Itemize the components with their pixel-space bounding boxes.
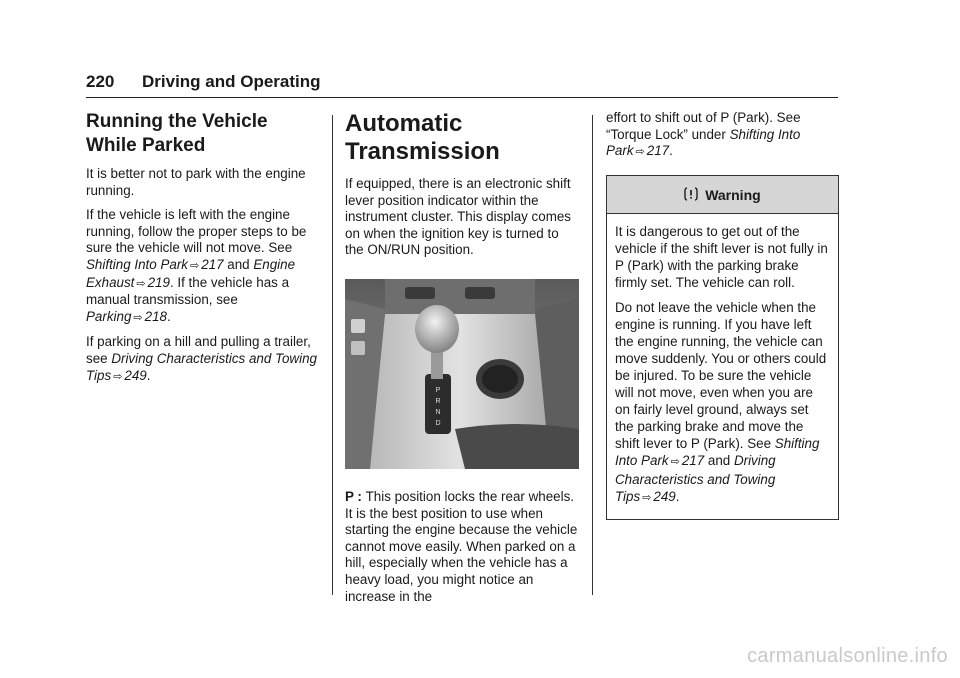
reference-arrow-icon: ⇨ [635,146,645,159]
shift-lever-illustration [345,279,579,469]
cross-reference-link[interactable]: Shifting Into Park [615,435,820,468]
cross-reference-link[interactable]: Parking [86,308,132,324]
reference-arrow-icon: ⇨ [133,311,143,324]
svg-text:D: D [435,419,441,427]
paragraph: Do not leave the vehicle when the engine is running. If you have left the engine running, the vehicle can move suddenly. You or others could be injured. To be sure the vehicle will not move, even when you are on fairly level ground, always set the parking brake and move the shift lever to P (Park). See Shifting Into Park ⇨ 217 and Driving Characteristics and Towing Tips ⇨ 249. [615,299,827,504]
reference-arrow-icon: ⇨ [670,455,680,468]
page-reference[interactable]: 217 [681,452,705,468]
cross-reference-link[interactable]: Shifting Into Park [606,126,801,159]
page-reference[interactable]: 218 [144,308,167,324]
gear-position-label: P : [345,488,366,504]
paragraph: effort to shift out of P (Park). See “Torque Lock” under Shifting Into Park ⇨ 217. [606,110,801,159]
column-1 [86,110,322,393]
warning-icon [684,186,698,202]
reference-arrow-icon: ⇨ [189,259,200,272]
section-heading: Running the Vehicle While Parked [86,111,268,156]
paragraph: If equipped, there is an electronic shift lever position indicator within the instrument cluster. This display comes on when the ignition key is turned to the ON/RUN position. [345,176,571,258]
svg-text:P: P [435,386,441,394]
section-heading: Automatic Transmission [345,110,500,165]
svg-text:N: N [435,408,441,416]
page-reference[interactable]: 249 [653,488,676,504]
warning-body [607,214,838,519]
section-title: Driving and Operating [142,72,321,91]
warning-title: Warning [705,186,761,203]
reference-arrow-icon: ⇨ [136,277,146,290]
page-reference[interactable]: 217 [646,143,670,159]
reference-arrow-icon: ⇨ [113,370,123,383]
page-reference[interactable]: 249 [124,367,147,383]
column-divider [592,115,593,595]
svg-text:R: R [435,397,441,405]
cross-reference-link[interactable]: Driving Characteristics and Towing Tips [86,350,317,383]
paragraph: If parking on a hill and pulling a trailer, see Driving Characteristics and Towing Tips ⇨ 249. [86,334,317,383]
paragraph: It is dangerous to get out of the vehicle if the shift lever is not fully in P (Park) with the parking brake firmly set. The vehicle can roll. [615,223,828,290]
page-reference[interactable]: 217 [201,256,224,272]
shift-lever-photo [345,279,579,469]
warning-box [606,175,839,520]
column-divider [332,115,333,595]
paragraph: It is better not to park with the engine running. [86,166,306,198]
page-header [86,72,838,98]
column-2 [345,110,579,613]
column-3 [606,110,839,520]
cross-reference-link[interactable]: Shifting Into Park [86,256,188,272]
paragraph: P : This position locks the rear wheels. It is the best position to use when starting the engine because the vehicle cannot move easily. When parked on a hill, especially when the vehicle has a heavy load, you might notice an increase in the [345,488,578,604]
reference-arrow-icon: ⇨ [642,491,652,504]
cross-reference-link[interactable]: Engine Exhaust [86,256,296,290]
watermark: carmanualsonline.info [747,645,948,667]
page-reference[interactable]: 219 [147,274,170,290]
paragraph: If the vehicle is left with the engine running, follow the proper steps to be sure the vehicle will not move. See Shifting Into Park ⇨ 217 and Engine Exhaust ⇨ 219. If the vehicle has a manual transmission, see Parking ⇨ 218. [86,207,307,324]
cross-reference-link[interactable]: Driving Characteristics and Towing Tips [615,452,776,504]
page-number: 220 [86,72,115,91]
warning-header [607,176,838,214]
